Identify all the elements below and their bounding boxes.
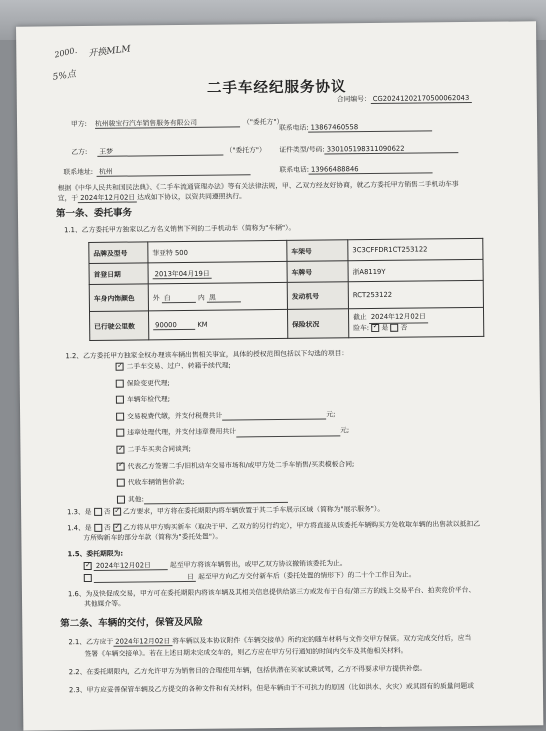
insurance-label: 保险状况 [287,309,348,339]
term-option-1-checkbox[interactable]: ✓ [84,562,92,570]
clause-2-1-b: 将车辆以及本协议附件《车辆交接单》所约定的随车材料与文件交甲方保管。双方完成交付后，应当 [172,634,471,645]
plate-label: 车牌号 [287,261,348,283]
option-checkbox[interactable] [116,379,124,387]
brand-label: 品牌及型号 [89,242,148,264]
clause-1-1: 1.1、乙方委托甲方独家以乙方名义销售下列的二手机动车（简称为"车辆"）。 [64,224,295,235]
clause-1-4-yes-checkbox[interactable] [94,524,102,532]
option-label: 二手车交易、过户、转籍手续代理; [127,361,231,370]
option-label: 违章处理代理，并支付违章费用共计 [127,428,236,437]
page-title: 二手车经纪服务协议 [17,73,537,99]
vehicle-info-table [88,238,484,341]
option-label: 其他: [128,495,144,503]
clause-1-3-no: 否 [104,508,111,516]
engine-label: 发动机号 [287,282,348,310]
party-a-suffix: （"委托方"） [243,118,283,127]
party-b-suffix: （"委托方"） [226,146,266,154]
option-suffix: 元; [326,410,335,418]
option-label: 代收车辆销售价款; [128,478,185,487]
ext-label: 外 [153,294,160,302]
option-checkbox[interactable] [116,363,124,371]
clause-1-3-no-checkbox[interactable]: ✓ [113,508,121,516]
clause-1-4-no: 否 [104,524,111,532]
option-item [116,395,170,404]
clause-2-1-a: 2.1、乙方应于 [68,638,113,646]
clause-1-3-yes-checkbox[interactable] [94,508,102,516]
option-checkbox[interactable] [116,412,124,420]
check-icon: ✓ [118,461,124,470]
preamble-date: 2024年12月02日 [78,193,137,203]
int-label: 内 [198,293,205,301]
insurance-yes-checkbox[interactable]: ✓ [371,323,379,331]
option-label: 车辆年检代理; [127,395,170,403]
ext-color: 白 [162,291,196,302]
clause-1-5: 1.5、委托期限为: [67,550,123,559]
contract-no: CG20241202170500062043 [371,94,472,105]
mileage-value: 90000 [153,320,195,329]
term-option-2-date: 日 [94,573,196,584]
clause-1-4-text: 乙方将从甲方购买新车（取决于甲、乙双方的另行约定），甲方将直接从该委托车辆购买方处收取车辆的出售款以抵扣乙 [123,520,480,532]
option-blank[interactable] [222,410,326,421]
clause-2-1-date: 2024年12月02日 [113,637,172,647]
option-item [117,478,185,487]
clause-2-2: 2.2、在委托期限内，乙方允许甲方为销售目的合理使用车辆，包括供潜在买家试乘试驾，乙方不得要求甲方提供补偿。 [69,664,427,676]
insurance-no-label: 否 [401,323,408,331]
section-2-heading: 第二条、车辆的交付，保管及风险 [60,617,203,630]
party-b-phone: 13966488846 [309,164,433,175]
option-checkbox[interactable] [117,495,125,503]
option-checkbox[interactable] [117,462,125,470]
table-row [89,280,483,311]
party-b-id: 330105198311090622 [325,144,459,155]
party-a-phone: 13867460558 [309,122,433,133]
mileage-label: 已行驶公里数 [90,311,149,341]
party-a-name: 杭州骏宝行汽车销售服务有限公司 [95,118,240,129]
clause-1-6: 1.6、为及快促成交易，甲方可在委托期限内将该车辆及其相关信息提供给第三方或发布于自有/第三方的线上交易平台、拍卖竞价平台、 [68,586,475,599]
option-label: 二手车买卖合同谈判; [127,445,191,454]
vin-value: 3C3CFFDR1CT253122 [348,238,483,260]
insurance-no-checkbox[interactable] [390,323,398,331]
clause-1-3-yes: 1.3、是 [67,508,91,516]
contract-no-label: 合同编号： [337,95,371,103]
brand-value: 菲亚特 500 [148,240,287,262]
vin-label: 车架号 [287,240,348,262]
check-icon: ✓ [117,361,123,370]
clause-2-1-cont: 签署《车辆交接单》。若在上述日期未完成交车的，则乙方应在甲方另行通知的时间内交车及其他相关材料。 [85,647,408,659]
insurance-type-label: 险车: [353,324,369,332]
option-blank[interactable] [236,427,340,438]
addr-label: 联系地址: [63,168,93,176]
option-item [117,460,355,471]
id-label: 证件类型/号码: [279,145,324,153]
option-suffix: 元; [340,427,349,435]
preamble: 根据《中华人民共和国民法典》、《二手车流通管理办法》等有关法律法规，甲、乙双方经友好协商，就乙方委托甲方销售二手机动车事 [58,180,459,193]
option-item [116,445,191,454]
clause-1-4-cont: 方所购新车的部分车款（简称为"委托处置"）。 [83,533,222,543]
option-label: 保险变更代理; [127,379,170,387]
reg-value: 2013年04月19日 [153,267,212,279]
term-option-2-text: 起至甲方向乙方交付新车后（委托处置的情形下）的二十个工作日为止。 [198,571,416,581]
color-label: 车身内饰颜色 [89,284,148,312]
table-row [90,307,484,340]
clause-1-6-cont: 其他媒介等。 [84,600,125,609]
check-icon: ✓ [118,444,124,453]
clause-1-3-text: 乙方要求，甲方将在委托期限内将车辆放置于其二手车展示区域（简称为"展示服务"）。 [123,505,384,516]
option-item [116,379,170,388]
option-checkbox[interactable] [117,479,125,487]
clause-1-2: 1.2、乙方委托甲方独家全权办理该车辆出售相关事宜，具体的授权范围包括以下勾选的项目： [65,349,348,360]
option-item [117,494,288,505]
option-checkbox[interactable] [116,446,124,454]
clause-2-3: 2.3、甲方应妥善保管车辆及乙方提交的各种文件和有关材料，但是车辆由于不可抗力的原因（比如洪水、火灾）或其固有的质量问题或 [69,682,474,695]
int-color: 黑 [207,291,241,302]
option-item [116,427,349,439]
option-checkbox[interactable] [116,396,124,404]
option-label: 代表乙方签署二手/旧机动车交易市场和/或甲方处二手车销售/买卖模板合同; [128,460,355,470]
party-b-addr: 杭州 [97,166,251,177]
handwritten-note: 5%点 [52,67,77,83]
option-blank[interactable] [144,494,288,505]
contact-label-2: 联系电话: [279,166,309,174]
preamble-b: 达成如下协议，以资共同遵照执行。 [137,192,246,201]
option-checkbox[interactable] [116,429,124,437]
section-1-heading: 第一条、委托事务 [56,208,132,221]
term-option-2-checkbox[interactable] [84,574,92,582]
option-item [116,361,231,371]
engine-value: RCT253122 [348,280,483,308]
clause-1-4-no-checkbox[interactable]: ✓ [113,524,121,532]
contract-page [16,21,543,730]
party-a-label: 甲方: [71,120,87,129]
party-b-name: 王梦 [97,147,223,158]
handwritten-note: 2000. [54,46,78,60]
handwritten-note: 开换MLM [88,41,132,59]
insurance-until-label: 截止 [353,313,367,321]
option-item [116,410,335,422]
term-option-1-text: 起至甲方将该车辆售出，或甲乙双方协议撤销该委托为止。 [170,559,347,569]
preamble-a: 宜，于 [58,194,78,202]
clause-1-4-yes: 1.4、是 [67,524,91,532]
mileage-unit: KM [197,320,207,328]
reg-label: 首登日期 [89,263,148,285]
insurance-yes-label: 是 [381,323,388,331]
plate-value: 浙A8119Y [348,259,483,281]
contact-label: 联系电话: [279,124,309,132]
insurance-date: 2024年12月02日 [369,312,428,323]
term-option-1-date: 2024年12月02日 [94,561,168,571]
option-label: 交易税费代缴，并支付税费共计 [127,411,222,420]
party-b-label: 乙方: [71,148,87,156]
